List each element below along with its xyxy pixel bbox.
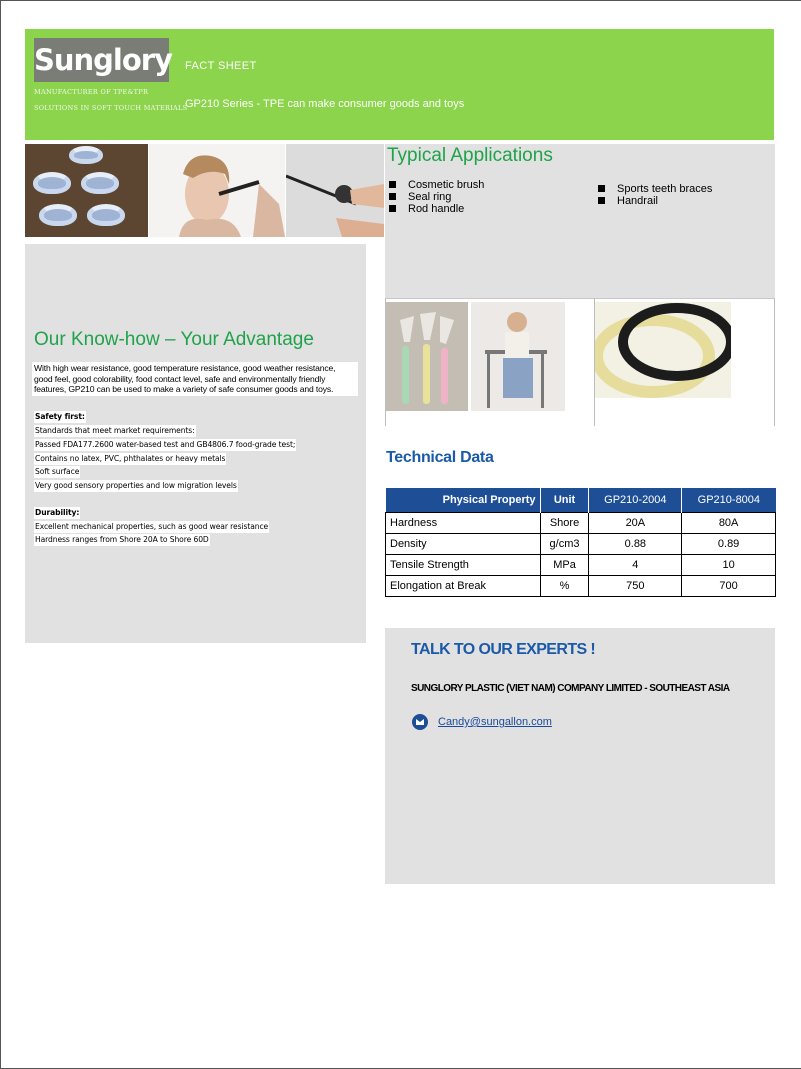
rod-handle-photo [286,144,384,237]
cosmetic-brushes-photo [386,302,468,411]
table-cell: Tensile Strength [386,554,541,575]
teeth-guard-photo [25,144,148,237]
safety-item: Very good sensory properties and low migration levels [35,481,237,490]
table-cell: 20A [589,512,682,533]
fact-sheet-label: FACT SHEET [185,60,257,72]
table-cell: 80A [682,512,776,533]
list-item: Rod handle [387,203,484,215]
safety-heading: Safety first: [35,412,85,421]
table-cell: Shore [540,512,589,533]
applications-list-right [596,183,712,207]
list-item: Handrail [596,195,712,207]
knowhow-title: Our Know-how – Your Advantage [34,329,314,350]
knowhow-panel [25,244,366,643]
table-cell: 700 [682,575,776,596]
email-link[interactable]: Candy@sungallon.com [438,716,552,728]
table-row [386,554,776,575]
series-title: GP210 Series - TPE can make consumer goods and toys [185,98,465,110]
table-row [386,575,776,596]
safety-item: Standards that meet market requirements: [35,426,195,435]
tagline-solutions: SOLUTIONS IN SOFT TOUCH MATERIALS [34,104,188,112]
table-cell: Hardness [386,512,541,533]
list-item: Sports teeth braces [596,183,712,195]
list-item: Seal ring [387,191,484,203]
applications-title: Typical Applications [387,145,553,166]
experts-title: TALK TO OUR EXPERTS ! [411,641,596,658]
table-cell: 750 [589,575,682,596]
knowhow-intro: With high wear resistance, good temperature resistance, good weather resistance, good feel, good colorability, food contact level, safe and environmentally friendly features, GP210 can be used to make a variety of safe consumer goods and toys. [32,362,358,396]
table-row [386,533,776,554]
technical-data-title: Technical Data [386,449,494,466]
table-row [386,512,776,533]
cosmetic-brush-model-photo [149,144,285,237]
table-cell: % [540,575,589,596]
tagline-manufacturer: MANUFACTURER OF TPE&TPR [34,88,149,96]
table-header-row [386,488,776,512]
handrail-photo [471,302,565,411]
column-header: Physical Property [386,488,541,512]
applications-list-left [387,179,484,215]
table-cell: 4 [589,554,682,575]
header-banner [25,29,774,140]
list-item: Cosmetic brush [387,179,484,191]
table-cell: 0.89 [682,533,776,554]
company-name: SUNGLORY PLASTIC (VIET NAM) COMPANY LIMITED - SOUTHEAST ASIA [411,683,730,694]
table-cell: Elongation at Break [386,575,541,596]
table-cell: MPa [540,554,589,575]
column-header: Unit [540,488,589,512]
sunglory-logo: Sunglory [34,38,169,82]
table-cell: g/cm3 [540,533,589,554]
experts-panel [385,628,775,884]
column-header: GP210-2004 [589,488,682,512]
durability-item: Hardness ranges from Shore 20A to Shore 60D [35,535,209,544]
safety-item: Soft surface [35,467,80,476]
table-cell: Density [386,533,541,554]
safety-item: Contains no latex, PVC, phthalates or heavy metals [35,454,226,463]
column-header: GP210-8004 [682,488,776,512]
seal-ring-photo [595,302,731,398]
typical-applications-panel [385,144,775,298]
table-cell: 0.88 [589,533,682,554]
table-cell: 10 [682,554,776,575]
durability-heading: Durability: [35,508,80,517]
durability-item: Excellent mechanical properties, such as good wear resistance [35,522,269,531]
envelope-icon [412,714,428,730]
safety-item: Passed FDA177.2600 water-based test and GB4806.7 food-grade test; [35,440,296,449]
technical-data-table [385,488,776,597]
